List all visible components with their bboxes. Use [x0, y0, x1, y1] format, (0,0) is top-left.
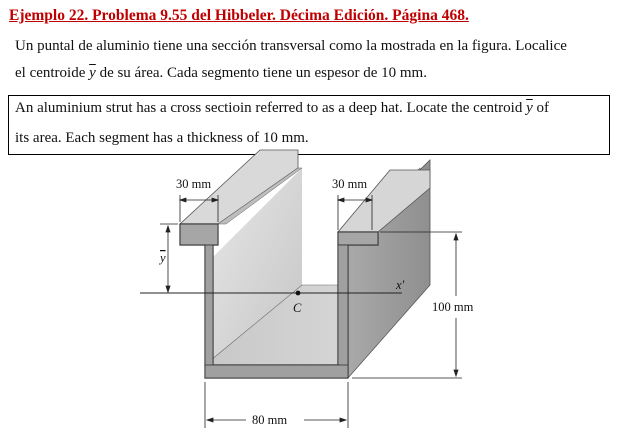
example-title: Ejemplo 22. Problema 9.55 del Hibbeler. Décima Edición. Página 468. [9, 7, 469, 24]
ybar-symbol: $\overline{y}$ [526, 100, 533, 116]
spanish-line-2-start: el centroide [15, 65, 90, 81]
axis-label: x′ [396, 278, 405, 292]
english-line-1-start: An aluminium strut has a cross sectioin referred to as a deep hat. Locate the centroid [15, 100, 527, 116]
spanish-statement-line-1: Un puntal de aluminio tiene una sección transversal como la mostrada en la figura. Localice [15, 38, 567, 54]
bottom-front [205, 365, 348, 378]
left-flange-front [180, 224, 218, 245]
right-flange-front [338, 232, 378, 245]
dim-ybar-label: y [160, 251, 166, 265]
ybar-symbol: $\overline{y}$ [89, 65, 96, 81]
left-web-front [205, 245, 213, 378]
right-web-front [338, 245, 348, 378]
english-line-1-end: of [532, 100, 549, 116]
english-statement-line-2: its area. Each segment has a thickness of 10 mm. [15, 130, 309, 146]
spanish-line-2-end: de su área. Cada segmento tiene un espesor de 10 mm. [95, 65, 427, 81]
dim-left-flange-label: 30 mm [176, 177, 212, 191]
centroid-label: C [293, 301, 302, 315]
centroid-point [296, 291, 301, 296]
dim-right-flange-label: 30 mm [332, 177, 368, 191]
dim-width-label: 80 mm [252, 413, 288, 427]
dim-height-label: 100 mm [432, 300, 474, 314]
